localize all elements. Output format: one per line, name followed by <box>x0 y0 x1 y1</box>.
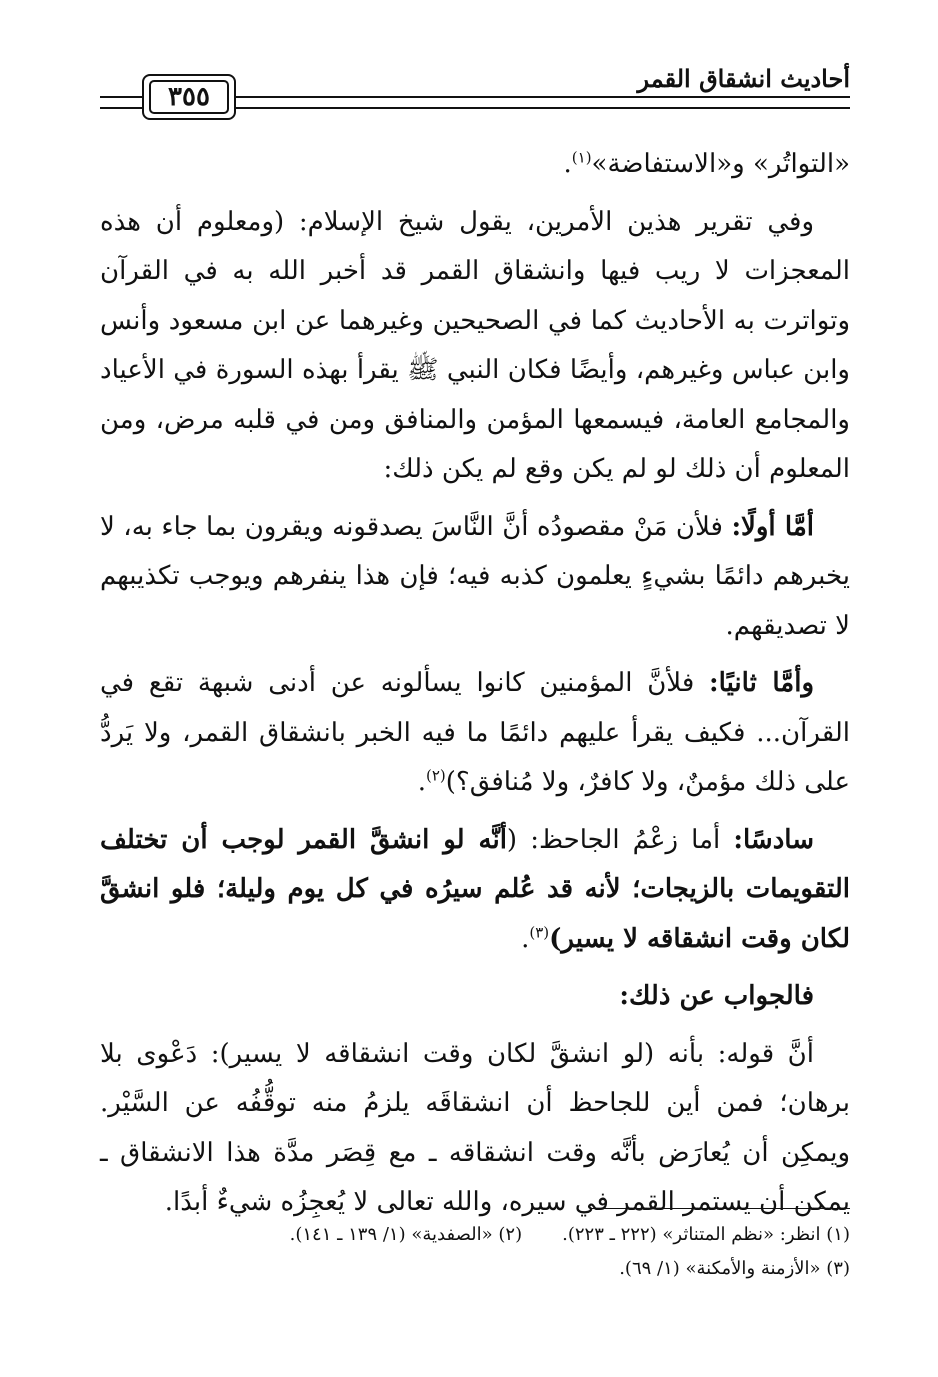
paragraph-2 <box>100 503 850 652</box>
footnote-2: (٢) «الصفدية» (١/ ١٣٩ ـ ١٤١). <box>289 1224 523 1245</box>
footnote-separator <box>592 1208 850 1209</box>
paragraph-3-lead: وأمَّا ثانيًا: <box>709 668 815 698</box>
paragraph-6: أنَّ قوله: بأنه (لو انشقَّ لكان وقت انشقاقه لا يسير): دَعْوى بلا برهان؛ فمن أين للجاحظ أن انشقاقَه يلزمُ منه توقُّفُه عن السَّيْر. ويمكِن أن يُعارَض بأنَّه وقت انشقاقه ـ مع قِصَر مدَّة هذا الانشقاق ـ يمكن أن يستمر القمر في سيره، والله تعالى لا يُعجِزُه شيءٌ أبدًا. <box>100 1038 850 1217</box>
footnote-3: (٣) «الأزمنة والأمكنة» (١/ ٦٩). <box>619 1258 850 1279</box>
paragraph-3-text: فلأنَّ المؤمنين كانوا يسألونه عن أدنى شبهة تقع في القرآن... فكيف يقرأ عليهم دائمًا ما فيه الخبر بانشقاق القمر، ولا يَردُّ على ذلك مؤمنٌ، ولا كافرٌ، ولا مُنافق؟) <box>100 668 850 797</box>
paragraph-4-mid: أما زعْمُ الجاحظ: ( <box>506 824 721 855</box>
paragraph-4-end: . <box>521 923 530 954</box>
footnote-1: (١) انظر: «نظم المتناثر» (٢٢٢ ـ ٢٢٣). <box>562 1224 850 1245</box>
footnote-ref-3: (٣) <box>529 922 550 941</box>
page-header <box>100 58 850 124</box>
paragraph-3 <box>100 659 850 808</box>
paragraph-3-end: . <box>417 767 426 797</box>
paragraph-1: وفي تقرير هذين الأمرين، يقول شيخ الإسلام: (ومعلوم أن هذه المعجزات لا ريب فيها وانشقاق القمر قد أخبر الله به في القرآن وتواترت به الأحاديث كما في الصحيحين وغيرهما عن ابن مسعود وأنس وابن عباس وغيرهم، وأيضًا فكان النبي ﷺ يقرأ بهذه السورة في الأعياد والمجامع العامة، فيسمعها المؤمن والمنافق ومن في قلبه مرض، ومن المعلوم أن ذلك لو لم يكن وقع لم يكن ذلك: <box>100 206 850 484</box>
page-number: ٣٥٥ <box>149 80 229 114</box>
running-title: أحاديث انشقاق القمر <box>637 64 850 93</box>
paragraph-0-end: . <box>563 149 572 179</box>
footnote-ref-2: (٢) <box>425 766 446 785</box>
footnote-ref-1: (١) <box>571 148 592 167</box>
page-number-frame <box>142 74 236 120</box>
paragraph-5-heading: فالجواب عن ذلك: <box>619 981 814 1011</box>
paragraph-2-lead: أمَّا أولًا: <box>731 511 814 542</box>
paragraph-2-text: فلأن مَنْ مقصودُه أنَّ النَّاسَ يصدقونه ويقرون بما جاء به، لا يخبرهم دائمًا بشيءٍ يعلمون كذبه فيه؛ فإن هذا ينفرهم ويوجب تكذيبهم لا تصديقهم. <box>100 511 850 641</box>
footnote-line-2 <box>100 1252 850 1286</box>
paragraph-0 <box>100 140 850 190</box>
main-text <box>100 140 850 1236</box>
paragraph-4-quote: أنَّه لو انشقَّ القمر لوجب أن تختلف التقويمات بالزيجات؛ لأنه قد عُلم سيرُه في كل يوم وليلة؛ فلو انشقَّ لكان وقت انشقاقه لا يسير) <box>100 824 850 954</box>
footnote-line-1 <box>100 1218 850 1252</box>
footnotes <box>100 1218 850 1286</box>
paragraph-4-lead: سادسًا: <box>733 824 814 855</box>
paragraph-0-text: «التواتُر» و«الاستفاضة» <box>591 149 850 179</box>
paragraph-4 <box>100 816 850 965</box>
